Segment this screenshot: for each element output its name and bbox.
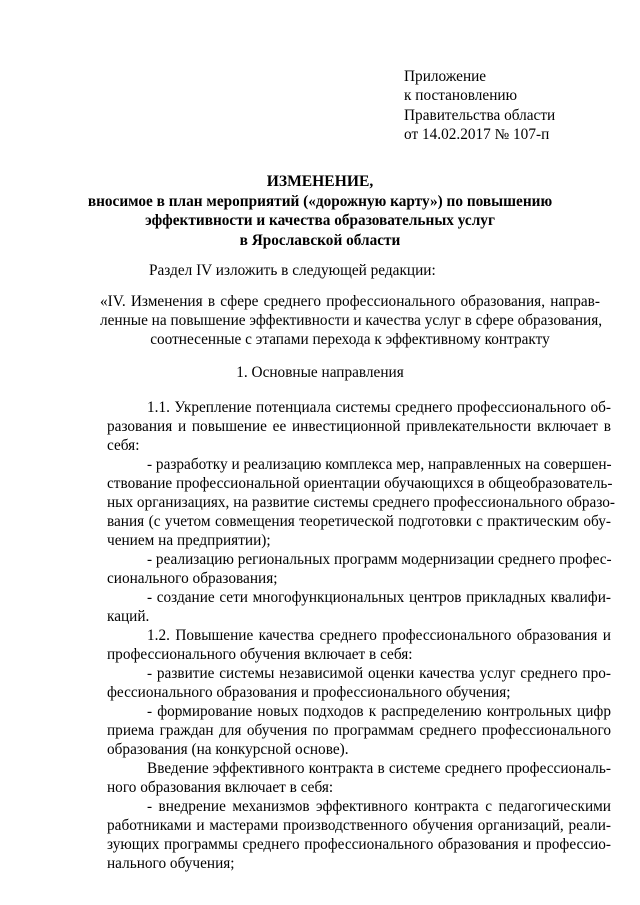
body-line: фессионального образования и профессионального обучения; <box>107 684 511 701</box>
subsection-heading: 1. Основные направления <box>236 364 404 381</box>
body-line: себя: <box>107 437 140 454</box>
body-line: - разработку и реализацию комплекса мер, направленных на совершен- <box>147 456 612 473</box>
body-line: - создание сети многофункциональных центров прикладных квалифи- <box>147 589 611 606</box>
section-heading-line: соотнесенные с этапами перехода к эффективному контракту <box>150 331 550 348</box>
body-line: нального обучения; <box>107 855 235 872</box>
appendix-block <box>404 67 555 144</box>
title-line: ИЗМЕНЕНИЕ, <box>266 173 374 190</box>
intro-paragraph: Раздел IV изложить в следующей редакции: <box>149 262 436 279</box>
appendix-line: Правительства области <box>404 106 556 124</box>
body-line: сионального образования; <box>107 570 278 587</box>
body-line: ных организациях, на развитие системы среднего профессионального образо- <box>107 494 616 511</box>
body-line: ствование профессиональной ориентации обучающихся в общеобразователь- <box>107 475 613 492</box>
appendix-line: Приложение <box>404 68 487 85</box>
title-line: в Ярославской области <box>239 231 401 249</box>
body-text <box>107 398 616 873</box>
body-line: - формирование новых подходов к распределению контрольных цифр <box>147 703 611 720</box>
body-line: образования (на конкурсной основе). <box>107 741 349 758</box>
body-line: чением на предприятии); <box>107 532 271 549</box>
section-heading-line: ленные на повышение эффективности и качества услуг в сфере образования, <box>100 312 603 329</box>
body-line: - развитие системы независимой оценки качества услуг среднего про- <box>147 665 611 682</box>
body-line: приема граждан для обучения по программам среднего профессионального <box>107 722 611 739</box>
appendix-line: от 14.02.2017 № 107-п <box>404 125 550 143</box>
body-line: Введение эффективного контракта в системе среднего профессиональ- <box>147 760 611 777</box>
body-line: 1.1. Укрепление потенциала системы среднего профессионального об- <box>147 399 611 416</box>
body-line: ного образования включает в себя: <box>107 779 334 796</box>
body-line: - реализацию региональных программ модернизации среднего профес- <box>147 551 612 568</box>
body-line: разования и повышение ее инвестиционной привлекательности включает в <box>107 418 611 435</box>
body-line: зующих программы среднего профессионального образования и профессио- <box>107 836 611 853</box>
body-line: вания (с учетом совмещения теоретической подготовки с практическим обу- <box>107 513 611 530</box>
section-heading-line: «IV. Изменения в сфере среднего профессионального образования, направ- <box>100 293 600 310</box>
body-line: каций. <box>107 608 150 625</box>
body-line: 1.2. Повышение качества среднего профессионального образования и <box>147 627 611 644</box>
section-heading <box>100 292 603 349</box>
appendix-line: к постановлению <box>404 87 518 105</box>
body-line: профессионального обучения включает в себя: <box>107 646 413 663</box>
body-line: работниками и мастерами производственного обучения организаций, реали- <box>107 817 611 834</box>
body-line: - внедрение механизмов эффективного контракта с педагогическими <box>147 798 611 815</box>
title-line: эффективности и качества образовательных услуг <box>145 212 495 230</box>
title-line: вносимое в план мероприятий («дорожную карту») по повышению <box>87 192 553 210</box>
document-title <box>0 172 640 250</box>
